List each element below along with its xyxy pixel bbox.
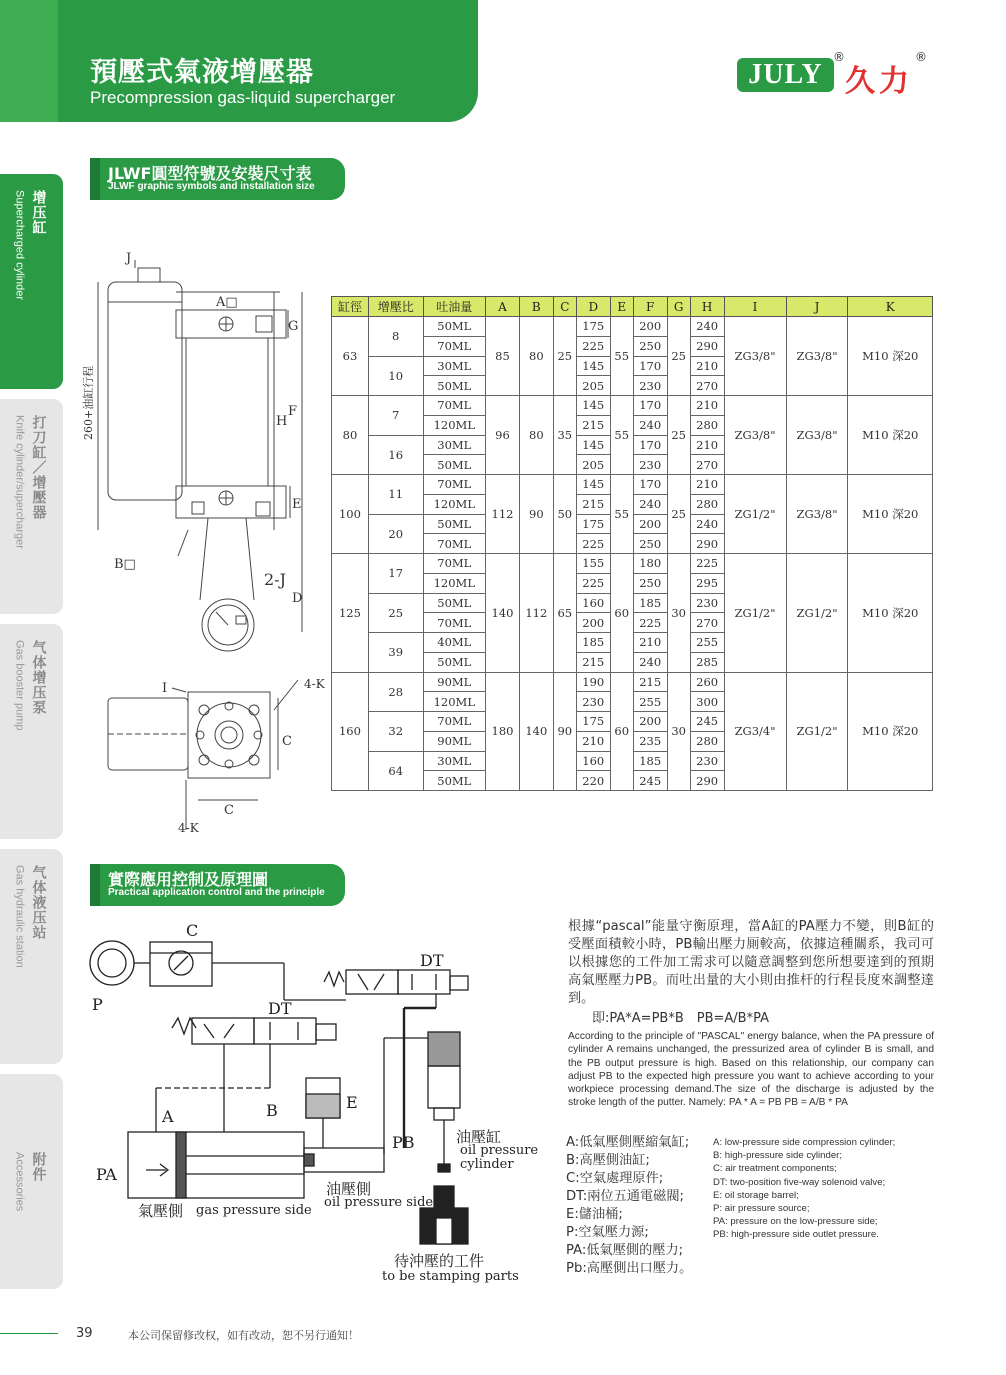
cell-h: 210 [690, 356, 724, 376]
label-p: P [92, 995, 103, 1014]
cell-h: 245 [690, 712, 724, 732]
cell-f: 235 [633, 731, 667, 751]
cell-d: 175 [576, 712, 610, 732]
cell-f: 230 [633, 455, 667, 475]
cell-oil: 50ML [423, 455, 486, 475]
cell-i: ZG3/8" [724, 396, 786, 475]
cell-b: 80 [519, 396, 553, 475]
cell-oil: 50ML [423, 317, 486, 337]
cell-j: ZG3/8" [786, 396, 848, 475]
cell-h: 210 [690, 435, 724, 455]
cell-b: 80 [519, 317, 553, 396]
cell-k: M10 深20 [848, 475, 933, 554]
label-oil-cyl-en2: cylinder [460, 1157, 514, 1172]
cell-f: 250 [633, 573, 667, 593]
cell-f: 170 [633, 356, 667, 376]
legend-en-item: E: oil storage barrel; [713, 1189, 799, 1201]
cell-k: M10 深20 [848, 672, 933, 791]
header-stripe [0, 0, 58, 122]
tab-accessories[interactable] [0, 1074, 63, 1289]
cell-f: 200 [633, 514, 667, 534]
cell-c: 50 [553, 475, 576, 554]
legend-cn [566, 1134, 692, 1278]
label-workpiece-en: to be stamping parts [382, 1269, 519, 1284]
footer-rule [0, 1333, 58, 1334]
cell-oil: 70ML [423, 396, 486, 416]
table-row [332, 554, 933, 574]
cell-c: 90 [553, 672, 576, 791]
cell-h: 230 [690, 593, 724, 613]
tab-gas-hydraulic-station[interactable] [0, 849, 63, 1064]
cell-f: 170 [633, 435, 667, 455]
label-workpiece-cn: 待沖壓的工件 [394, 1252, 485, 1270]
label-oil-cyl-cn: 油壓缸 [456, 1128, 502, 1146]
legend-en [713, 1136, 895, 1242]
cell-f: 185 [633, 593, 667, 613]
cell-b: 140 [519, 672, 553, 791]
cell-ratio: 7 [368, 396, 423, 436]
cell-e: 55 [610, 317, 633, 396]
cell-oil: 120ML [423, 573, 486, 593]
cell-d: 215 [576, 494, 610, 514]
principle-en: According to the principle of "PASCAL" energy balance, when the PA pressure of cylinder A remains unchanged, the pressurized area of cylinder B is small, and the PB output pressure is high. Based on this relationship, our company can adjust PB to the expected high pressure you want to achieve according to your workpiece processing demand.The size of the discharge is adjusted by the stroke length of the putter. Namely: PA * A = PB PB = A/B * PA [568, 1031, 934, 1109]
cell-d: 160 [576, 751, 610, 771]
footer-note: 本公司保留修改权，如有改动，恕不另行通知！ [128, 1329, 359, 1342]
cell-g: 25 [667, 317, 690, 396]
dim-g: G [288, 319, 299, 334]
table-header-cell: 吐油量 [423, 297, 486, 317]
cell-d: 190 [576, 672, 610, 692]
cell-d: 155 [576, 554, 610, 574]
principle-cn: 根據“pascal”能量守衡原理，當A缸的PA壓力不變，則B缸的受壓面積較小時，PB輸出壓力厠較高，依據這種關系，我司可以根據您的工件加工需求可以隨意調整到您所想要達到的預期高氣壓壓力PB。而吐出量的大小則由推杆的行程長度來調整達到。 [568, 919, 934, 1006]
cell-d: 230 [576, 692, 610, 712]
label-gas-side-cn: 氣壓側 [138, 1202, 184, 1220]
legend-en-item: B: high-pressure side cylinder; [713, 1150, 843, 1162]
cell-oil: 50ML [423, 514, 486, 534]
label-dt-mid: DT [268, 999, 292, 1018]
tab-label-cn: 附件 [30, 1152, 47, 1182]
cell-oil: 70ML [423, 613, 486, 633]
cell-f: 240 [633, 494, 667, 514]
cell-d: 205 [576, 376, 610, 396]
dim-stroke: 260+油缸行程 [82, 365, 95, 440]
legend-cn-item: E:儲油桶; [566, 1207, 623, 1222]
principle-formula: 即:PA*A=PB*B PB=A/B*PA [592, 1011, 769, 1026]
table-header-cell: D [576, 297, 610, 317]
dim-d: D [292, 591, 303, 606]
dim-2j: 2-J [264, 570, 286, 589]
table-header-cell: C [553, 297, 576, 317]
legend-cn-item: Pb:高壓側出口壓力。 [566, 1261, 693, 1276]
cell-k: M10 深20 [848, 317, 933, 396]
section-title-cn: JLWF圓型符號及安裝尺寸表 [108, 164, 312, 183]
cell-ratio: 64 [368, 751, 423, 791]
cell-oil: 50ML [423, 593, 486, 613]
section-title-en: Practical application control and the principle [108, 887, 325, 898]
cell-oil: 120ML [423, 415, 486, 435]
cell-g: 25 [667, 475, 690, 554]
cell-ratio: 25 [368, 593, 423, 633]
cell-f: 170 [633, 475, 667, 495]
cell-h: 280 [690, 494, 724, 514]
cell-bore: 80 [332, 396, 369, 475]
cell-a: 96 [486, 396, 520, 475]
cell-e: 55 [610, 396, 633, 475]
table-header-cell: 增壓比 [368, 297, 423, 317]
section-title-cn: 實際應用控制及原理圖 [108, 870, 269, 889]
cell-h: 280 [690, 415, 724, 435]
dim-4k-b: 4-K [178, 821, 199, 835]
table-row [332, 475, 933, 495]
reg-mark-2: ® [915, 50, 927, 64]
cell-c: 35 [553, 396, 576, 475]
cell-ratio: 16 [368, 435, 423, 475]
cell-e: 60 [610, 554, 633, 673]
tab-label-cn: 气体液压站 [30, 865, 47, 940]
label-pb: PB [392, 1133, 415, 1152]
cell-e: 55 [610, 475, 633, 554]
cell-e: 60 [610, 672, 633, 791]
label-a: A [162, 1107, 174, 1126]
spec-table [331, 296, 933, 791]
cell-ratio: 39 [368, 633, 423, 673]
tab-label-en: Gas booster pump [13, 640, 26, 731]
legend-cn-item: P:空氣壓力源; [566, 1225, 649, 1240]
cell-h: 270 [690, 455, 724, 475]
cell-ratio: 10 [368, 356, 423, 396]
cell-oil: 120ML [423, 494, 486, 514]
cell-h: 260 [690, 672, 724, 692]
cell-f: 240 [633, 652, 667, 672]
cell-bore: 63 [332, 317, 369, 396]
cell-f: 185 [633, 751, 667, 771]
legend-cn-item: C:空氣處理原件; [566, 1171, 664, 1186]
table-header-cell: H [690, 297, 724, 317]
cell-h: 270 [690, 613, 724, 633]
cell-g: 30 [667, 672, 690, 791]
cell-oil: 30ML [423, 435, 486, 455]
legend-cn-item: PA:低氣壓側的壓力; [566, 1243, 684, 1258]
cell-f: 245 [633, 771, 667, 791]
cell-oil: 90ML [423, 672, 486, 692]
dim-f: F [288, 404, 298, 419]
legend-en-item: DT: two-position five-way solenoid valve; [713, 1176, 886, 1188]
tab-label-cn: 打刀缸／增壓器 [30, 415, 47, 520]
cell-a: 180 [486, 672, 520, 791]
cell-f: 180 [633, 554, 667, 574]
cell-d: 175 [576, 317, 610, 337]
cell-ratio: 11 [368, 475, 423, 515]
legend-en-item: PB: high-pressure side outlet pressure. [713, 1229, 879, 1241]
cell-h: 285 [690, 652, 724, 672]
cell-h: 300 [690, 692, 724, 712]
table-header-cell: G [667, 297, 690, 317]
tab-label-en: Supercharged cylinder [13, 190, 26, 301]
cell-d: 225 [576, 534, 610, 554]
dim-a: A□ [216, 295, 238, 310]
cell-f: 240 [633, 415, 667, 435]
legend-en-item: A: low-pressure side compression cylinder; [713, 1137, 896, 1148]
tab-label-en: Accessories [13, 1152, 26, 1212]
cell-i: ZG3/8" [724, 317, 786, 396]
cell-j: ZG3/8" [786, 317, 848, 396]
table-header-cell: A [486, 297, 520, 317]
cell-d: 205 [576, 455, 610, 475]
cell-oil: 50ML [423, 376, 486, 396]
dim-4k: 4-K [304, 677, 325, 691]
label-oil-cyl-en1: oil pressure [460, 1143, 539, 1158]
cell-i: ZG3/4" [724, 672, 786, 791]
installation-drawing [78, 240, 328, 840]
cell-d: 200 [576, 613, 610, 633]
cell-h: 255 [690, 633, 724, 653]
cell-oil: 70ML [423, 336, 486, 356]
table-header-cell: K [848, 297, 933, 317]
cell-h: 290 [690, 771, 724, 791]
cell-oil: 120ML [423, 692, 486, 712]
cell-d: 220 [576, 771, 610, 791]
cell-ratio: 8 [368, 317, 423, 357]
cell-h: 210 [690, 475, 724, 495]
label-pa: PA [96, 1165, 117, 1184]
principle-schematic [84, 918, 544, 1288]
legend-en-item: PA: pressure on the low-pressure side; [713, 1216, 878, 1228]
cell-bore: 160 [332, 672, 369, 791]
section-header-principle [90, 864, 345, 906]
cell-f: 255 [633, 692, 667, 712]
cell-d: 160 [576, 593, 610, 613]
cell-j: ZG3/8" [786, 475, 848, 554]
cell-h: 280 [690, 731, 724, 751]
cell-d: 145 [576, 396, 610, 416]
legend-en-item: C: air treatment components; [713, 1163, 837, 1175]
cell-a: 85 [486, 317, 520, 396]
legend-cn-item: DT:兩位五通電磁閥; [566, 1189, 684, 1204]
label-oil-side-en: oil pressure side [324, 1195, 434, 1210]
cell-h: 290 [690, 336, 724, 356]
cell-h: 270 [690, 376, 724, 396]
cell-d: 215 [576, 652, 610, 672]
cell-i: ZG1/2" [724, 475, 786, 554]
tab-label-en: Gas hydraulic station [13, 865, 26, 968]
cell-ratio: 32 [368, 712, 423, 752]
cell-j: ZG1/2" [786, 554, 848, 673]
cell-j: ZG1/2" [786, 672, 848, 791]
reg-mark: ® [833, 50, 845, 64]
section-header-size [90, 158, 345, 200]
table-row [332, 672, 933, 692]
cell-bore: 100 [332, 475, 369, 554]
label-c: C [186, 921, 199, 940]
cell-f: 200 [633, 317, 667, 337]
cell-k: M10 深20 [848, 554, 933, 673]
legend-cn-item: B:高壓側油缸; [566, 1153, 650, 1168]
cell-oil: 40ML [423, 633, 486, 653]
page-subtitle: Precompression gas-liquid supercharger [90, 88, 396, 107]
cell-oil: 90ML [423, 731, 486, 751]
label-gas-side-en: gas pressure side [196, 1203, 312, 1218]
cell-d: 225 [576, 573, 610, 593]
table-header-cell: E [610, 297, 633, 317]
cell-b: 90 [519, 475, 553, 554]
cell-d: 175 [576, 514, 610, 534]
cell-oil: 50ML [423, 652, 486, 672]
cell-oil: 70ML [423, 534, 486, 554]
dim-h: H [276, 414, 288, 429]
cell-d: 215 [576, 415, 610, 435]
cell-d: 185 [576, 633, 610, 653]
cell-f: 225 [633, 613, 667, 633]
label-oil-side-cn: 油壓側 [326, 1180, 372, 1198]
cell-a: 112 [486, 475, 520, 554]
cell-oil: 70ML [423, 554, 486, 574]
cell-ratio: 17 [368, 554, 423, 594]
cell-f: 250 [633, 336, 667, 356]
section-title-en: JLWF graphic symbols and installation size [108, 181, 315, 192]
cell-d: 145 [576, 435, 610, 455]
cell-h: 225 [690, 554, 724, 574]
cell-ratio: 20 [368, 514, 423, 554]
dim-i: I [162, 681, 168, 696]
legend-en-item: P: air pressure source; [713, 1203, 810, 1215]
cell-ratio: 28 [368, 672, 423, 712]
table-row [332, 396, 933, 416]
tab-label-cn: 增压缸 [30, 190, 47, 235]
tab-label-en: Knife cylinder/supercharger [13, 415, 26, 549]
cell-d: 145 [576, 356, 610, 376]
cell-a: 140 [486, 554, 520, 673]
tab-label-cn: 气体增压泵 [30, 640, 47, 715]
legend-cn-item: A:低氣壓側壓縮氣缸; [566, 1135, 690, 1150]
page-number: 39 [76, 1326, 93, 1341]
cell-d: 225 [576, 336, 610, 356]
table-header-cell: 缸徑 [332, 297, 369, 317]
cell-b: 112 [519, 554, 553, 673]
table-header-cell: B [519, 297, 553, 317]
cell-oil: 50ML [423, 771, 486, 791]
cell-f: 210 [633, 633, 667, 653]
cell-h: 240 [690, 514, 724, 534]
cell-d: 210 [576, 731, 610, 751]
cell-f: 250 [633, 534, 667, 554]
cell-i: ZG1/2" [724, 554, 786, 673]
dim-j: J [126, 251, 132, 266]
table-header-cell: F [633, 297, 667, 317]
cell-h: 230 [690, 751, 724, 771]
table-header-cell: J [786, 297, 848, 317]
table-row [332, 317, 933, 337]
tab-gas-booster-pump[interactable] [0, 624, 63, 839]
cell-oil: 70ML [423, 712, 486, 732]
tab-knife-cylinder[interactable] [0, 399, 63, 614]
cell-bore: 125 [332, 554, 369, 673]
cell-g: 25 [667, 396, 690, 475]
cell-c: 65 [553, 554, 576, 673]
cell-h: 240 [690, 317, 724, 337]
label-e: E [346, 1093, 358, 1112]
cell-h: 295 [690, 573, 724, 593]
cell-h: 210 [690, 396, 724, 416]
header-banner [0, 0, 478, 122]
dim-c: C [282, 734, 292, 749]
cell-g: 30 [667, 554, 690, 673]
cell-k: M10 深20 [848, 396, 933, 475]
tab-supercharged-cylinder[interactable] [0, 174, 63, 389]
label-dt-top: DT [420, 951, 444, 970]
label-b: B [266, 1101, 278, 1120]
cell-oil: 30ML [423, 356, 486, 376]
cell-f: 215 [633, 672, 667, 692]
cell-f: 230 [633, 376, 667, 396]
dim-e: E [292, 497, 302, 512]
logo-cn: 久力 [845, 64, 913, 99]
logo-en: JULY [737, 58, 834, 92]
dim-b: B□ [114, 557, 136, 572]
table-header-cell: I [724, 297, 786, 317]
dim-c2: C [224, 803, 234, 818]
cell-f: 200 [633, 712, 667, 732]
cell-c: 25 [553, 317, 576, 396]
cell-h: 290 [690, 534, 724, 554]
page-title: 預壓式氣液增壓器 [90, 57, 314, 88]
cell-oil: 70ML [423, 475, 486, 495]
cell-f: 170 [633, 396, 667, 416]
cell-d: 145 [576, 475, 610, 495]
cell-oil: 30ML [423, 751, 486, 771]
